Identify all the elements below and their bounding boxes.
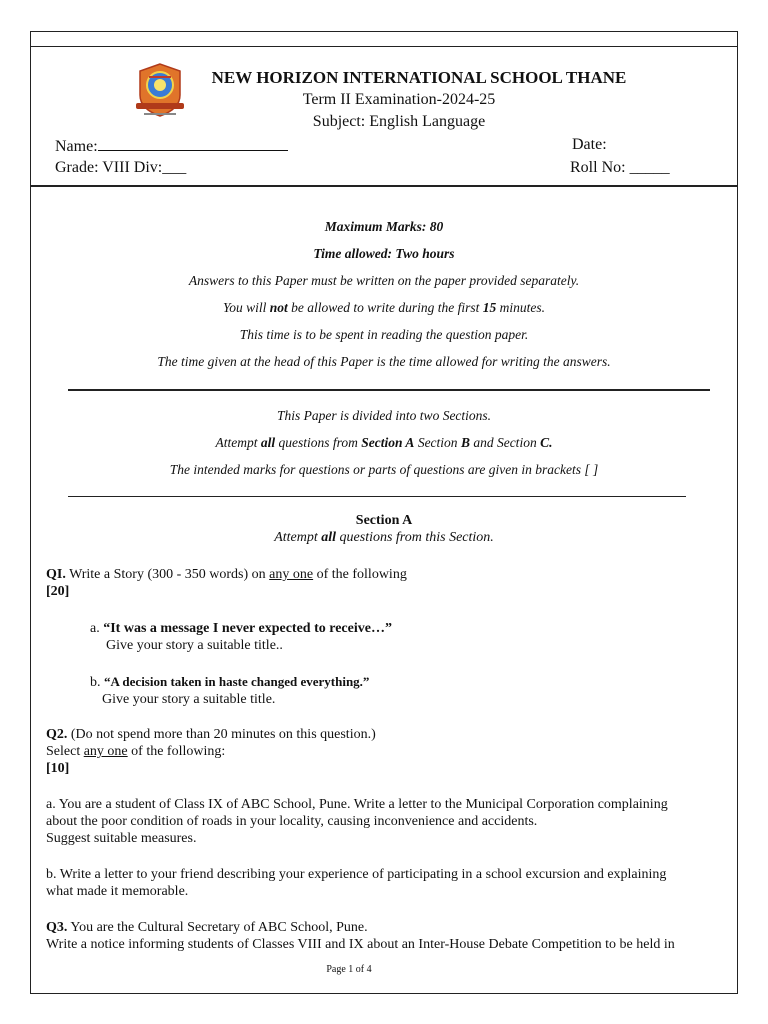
date-label: Date: (572, 136, 607, 153)
q2-marks: [10] (46, 761, 70, 776)
q2-text: Q2. (Do not spend more than 20 minutes on this question.) (46, 727, 376, 742)
q2-option-a-line2: about the poor condition of roads in your locality, causing inconvenience and accidents. (46, 814, 538, 829)
instruction-4: The time given at the head of this Paper is the time allowed for writing the answers. (157, 354, 611, 369)
term-title: Term II Examination-2024-25 (302, 91, 496, 108)
divider-thick (68, 389, 710, 391)
section-a-subtitle: Attempt all questions from this Section. (274, 530, 494, 545)
exam-page (30, 31, 738, 994)
instruction-5: This Paper is divided into two Sections. (276, 408, 492, 423)
q1-option-b: b. “A decision taken in haste changed everything.” (90, 674, 370, 690)
name-field (55, 136, 288, 156)
instruction-7: The intended marks for questions or parts of questions are given in brackets [ ] (169, 462, 599, 477)
divider-thin (68, 496, 686, 497)
name-blank (98, 136, 288, 151)
q1-option-a: a. “It was a message I never expected to receive…” (90, 621, 392, 636)
q1-marks: [20] (46, 584, 70, 599)
instruction-1: Answers to this Paper must be written on the paper provided separately. (188, 273, 580, 288)
q2-option-b-line2: what made it memorable. (46, 884, 189, 899)
q1-number: QI. (46, 567, 66, 582)
time-allowed: Time allowed: Two hours (313, 246, 455, 261)
q3-text: Q3. You are the Cultural Secretary of ABC School, Pune. (46, 920, 368, 935)
q2-select: Select any one of the following: (46, 744, 226, 759)
q1-option-b-note: Give your story a suitable title. (102, 692, 276, 707)
q1-text: QI. Write a Story (300 - 350 words) on any one of the following (46, 567, 407, 582)
section-a-title: Section A (355, 513, 413, 528)
q2-number: Q2. (46, 727, 68, 742)
q3-line2: Write a notice informing students of Classes VIII and IX about an Inter-House Debate Competition to be held in (46, 937, 675, 952)
school-name: NEW HORIZON INTERNATIONAL SCHOOL THANE (211, 68, 627, 87)
name-label: Name: (55, 138, 98, 155)
q2-option-a-line1: a. You are a student of Class IX of ABC School, Pune. Write a letter to the Municipal Corporation complaining (46, 797, 668, 812)
instruction-2: You will not be allowed to write during the first 15 minutes. (222, 300, 546, 315)
page-number: Page 1 of 4 (326, 964, 372, 975)
q2-option-a-line3: Suggest suitable measures. (46, 831, 197, 846)
q3-number: Q3. (46, 920, 68, 935)
subject-title: Subject: English Language (312, 113, 486, 130)
grade-div-label: Grade: VIII Div:___ (55, 159, 187, 176)
roll-no-label: Roll No: _____ (570, 159, 670, 176)
max-marks: Maximum Marks: 80 (324, 219, 444, 234)
q1-option-a-note: Give your story a suitable title.. (106, 638, 283, 653)
instruction-3: This time is to be spent in reading the question paper. (239, 327, 529, 342)
instruction-6: Attempt all questions from Section A Section B and Section C. (215, 435, 553, 450)
exam-header (31, 46, 737, 187)
q2-option-b-line1: b. Write a letter to your friend describing your experience of participating in a school excursion and explaining (46, 867, 667, 882)
